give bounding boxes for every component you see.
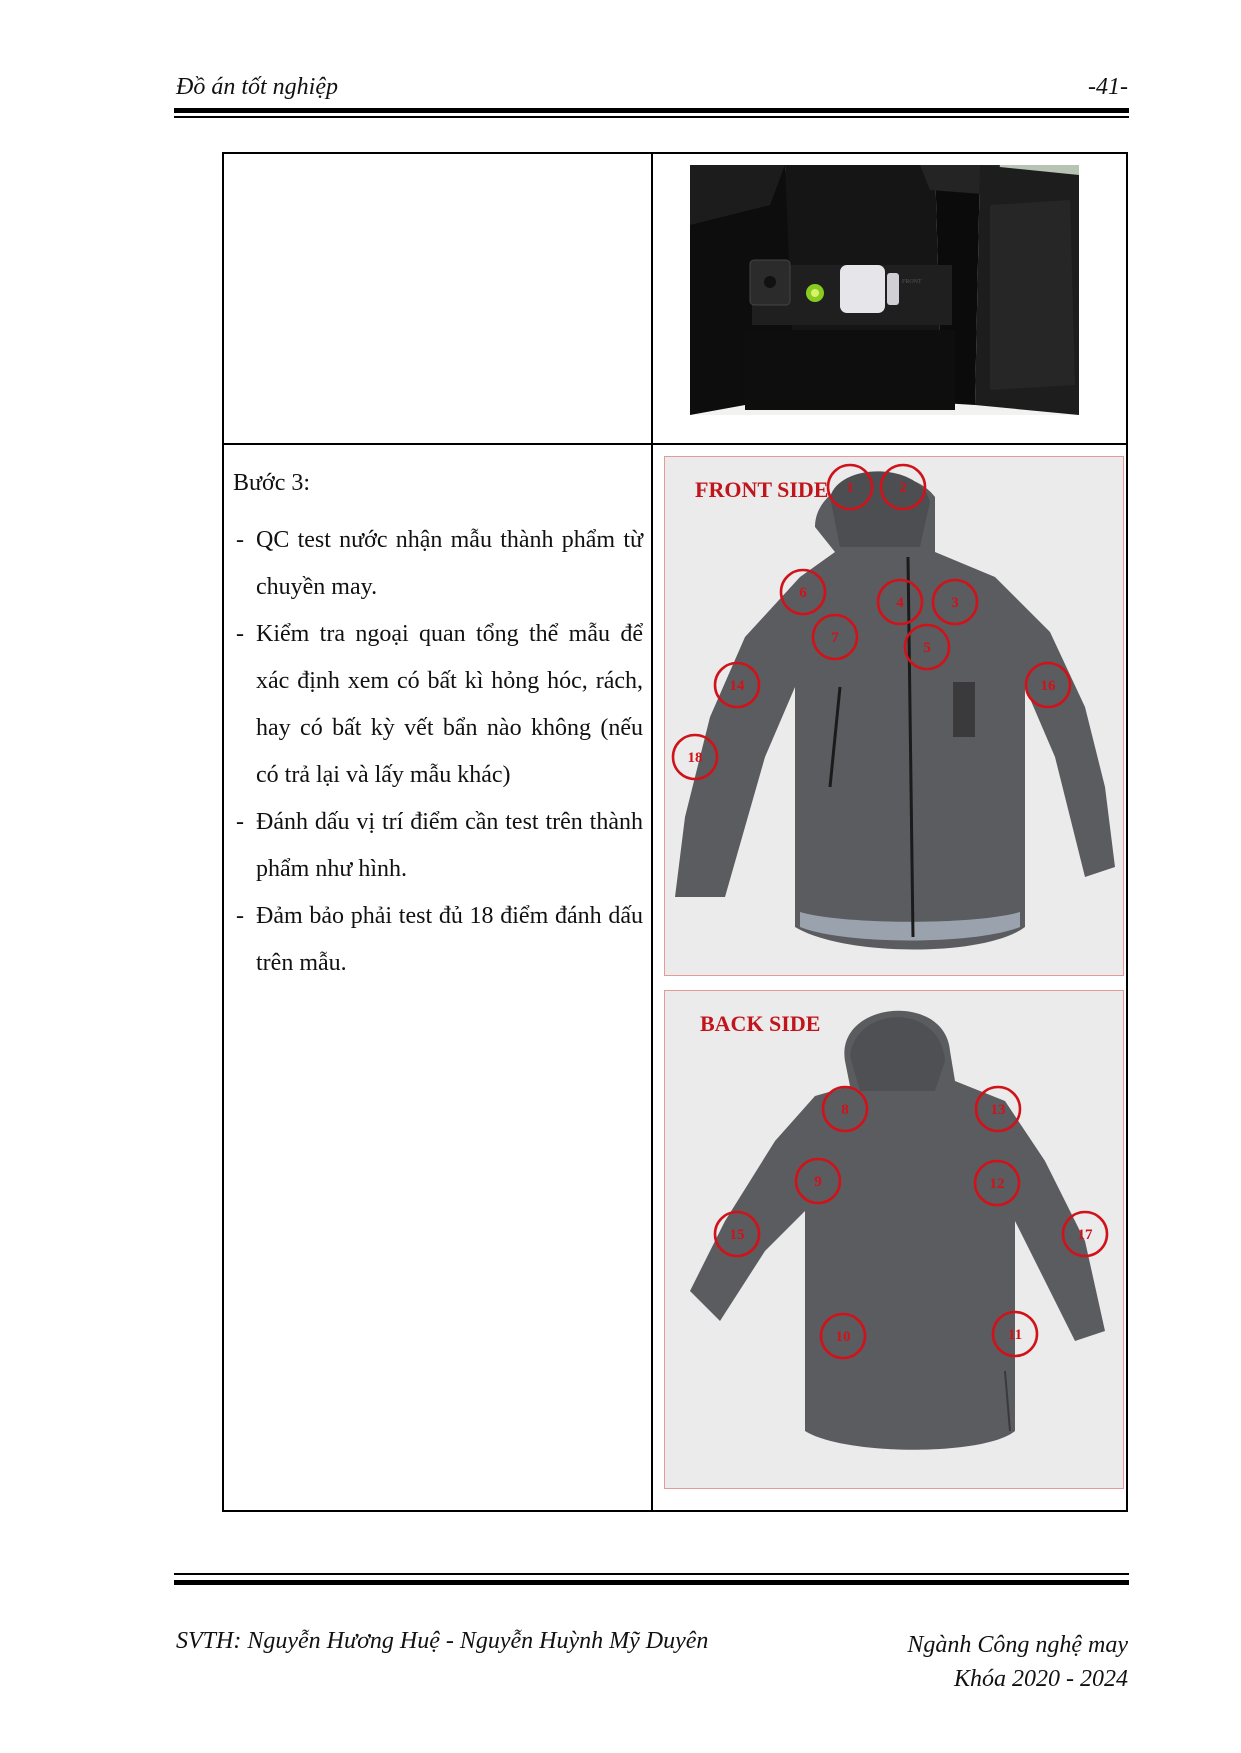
svg-text:10: 10 [835,1329,851,1345]
step-instructions [236,517,643,987]
back-side-photo [664,990,1124,1489]
footer-major: Ngành Công nghệ may [907,1632,1128,1658]
svg-text:13: 13 [990,1102,1006,1118]
footer-rule-thick [174,1580,1129,1585]
svg-text:9: 9 [814,1174,822,1190]
header-title: Đồ án tốt nghiệp [176,74,338,100]
svg-text:FRONT: FRONT [902,279,922,285]
footer-rule-thin [174,1573,1129,1575]
header-rule-thin [174,116,1129,118]
svg-text:7: 7 [831,630,839,646]
svg-text:16: 16 [1040,678,1056,694]
header-rule-thick [174,108,1129,113]
svg-text:4: 4 [896,595,904,611]
instruction-item: - Đảm bảo phải test đủ 18 điểm đánh dấu trên mẫu. [236,893,643,987]
step-title: Bước 3: [233,470,311,496]
svg-text:11: 11 [1007,1327,1023,1343]
footer-course: Khóa 2020 - 2024 [954,1666,1128,1692]
svg-text:18: 18 [687,750,703,766]
instruction-item: - Đánh dấu vị trí điểm cần test trên thành phẩm như hình. [236,799,643,893]
svg-text:6: 6 [799,585,807,601]
table-column-divider [651,152,653,1512]
instruction-item: - QC test nước nhận mẫu thành phẩm từ chuyền may. [236,517,643,611]
svg-text:2: 2 [899,480,907,496]
footer-authors: SVTH: Nguyễn Hương Huệ - Nguyễn Huỳnh Mỹ Duyên [176,1628,709,1654]
svg-text:8: 8 [841,1102,849,1118]
svg-text:12: 12 [989,1176,1005,1192]
svg-text:3: 3 [951,595,959,611]
instruction-item: - Kiểm tra ngoại quan tổng thể mẫu để xác định xem có bất kì hỏng hóc, rách, hay có bất kỳ vết bẩn nào không (nếu có trả lại và lấy mẫu khác) [236,611,643,799]
front-side-photo [664,456,1124,976]
back-side-label: BACK SIDE [700,1011,821,1036]
test-fixture-photo [690,165,1079,415]
svg-text:15: 15 [729,1227,745,1243]
svg-text:17: 17 [1077,1227,1093,1243]
footer-program [907,1628,1128,1696]
table-row-divider [222,443,1128,445]
svg-text:1: 1 [846,480,854,496]
svg-text:5: 5 [923,640,931,656]
page-number: -41- [1088,74,1128,100]
front-side-label: FRONT SIDE [695,477,829,502]
svg-text:14: 14 [729,678,745,694]
